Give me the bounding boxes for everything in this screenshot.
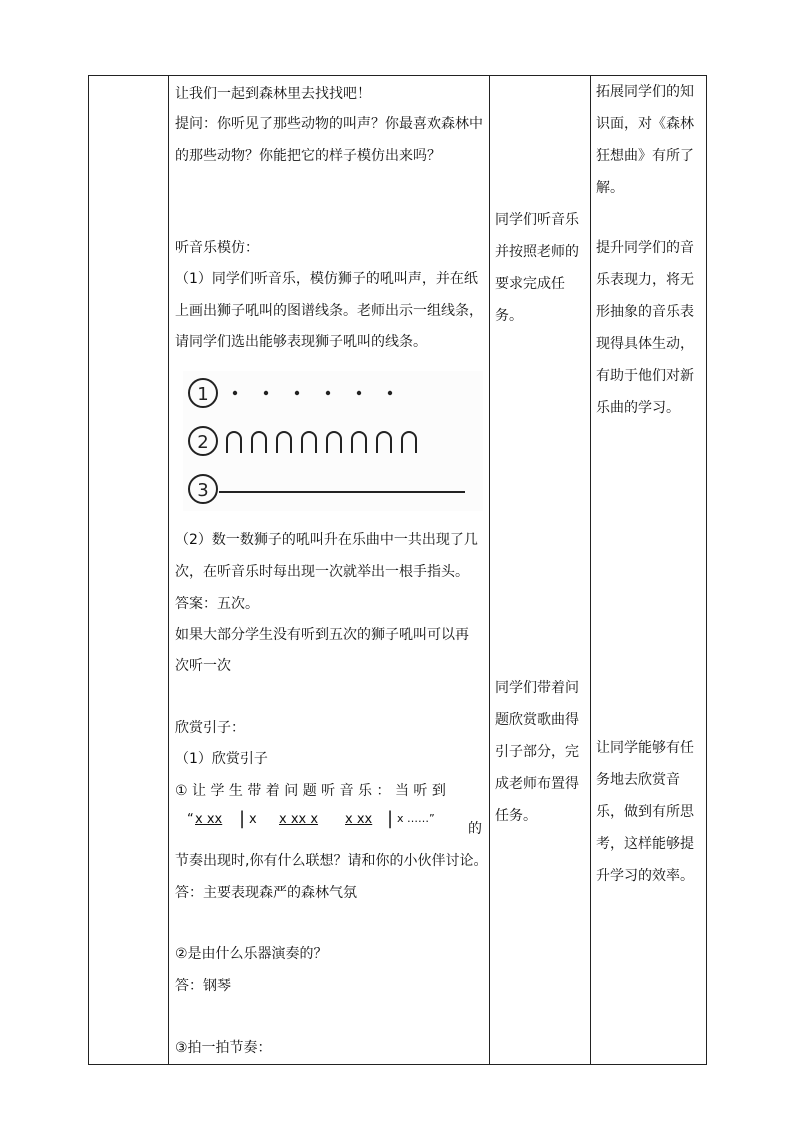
design-intent-3: 让同学能够有任务地去欣赏音乐，做到有所思考，这样能够提升学习的效率。	[596, 740, 694, 884]
lion-roar-line-options	[183, 371, 483, 511]
student-activity-column	[490, 76, 590, 1064]
dot-mark	[264, 391, 268, 395]
line-question-2: 的那些动物？你能把它的样子模仿出来吗？	[175, 148, 441, 164]
section-intro-heading: 欣赏引子：	[175, 720, 245, 736]
design-intent-1: 拓展同学们的知识面，对《森林狂想曲》有所了解。	[596, 84, 694, 196]
line-listen-question: ① 让 学 生 带 着 问 题 听 音 乐 ： 当 听 到	[175, 783, 446, 799]
student-activity-1: 同学们听音乐并按照老师的要求完成任务。	[495, 212, 579, 324]
line-association-question: 节奏出现时,你有什么联想？请和你的小伙伴讨论。	[175, 853, 488, 869]
line-task-2a: （2）数一数狮子的吼叫升在乐曲中一共出现了几	[175, 532, 478, 548]
option-2-label: 2	[197, 432, 209, 453]
rhythm-group: x xx x	[279, 812, 319, 827]
student-activity-2: 同学们带着问题欣赏歌曲得引子部分，完成老师布置得任务。	[495, 680, 579, 824]
line-intro: 让我们一起到森林里去找找吧！	[175, 86, 371, 102]
line-answer-2: 答：主要表现森严的森林气氛	[175, 885, 357, 901]
option-3-label: 3	[197, 480, 209, 501]
line-note-1: 如果大部分学生没有听到五次的狮子吼叫可以再	[175, 627, 469, 643]
line-note-2: 次听一次	[175, 658, 231, 674]
stage-column	[89, 76, 168, 1064]
rhythm-group: x	[249, 812, 257, 827]
line-clap-rhythm: ③拍一拍节奏：	[175, 1040, 272, 1056]
line-question-1: 提问：你听见了那些动物的叫声？你最喜欢森林中	[175, 116, 483, 132]
dot-mark	[233, 391, 237, 395]
dot-mark	[388, 391, 392, 395]
dot-mark	[326, 391, 330, 395]
rhythm-open-quote: “	[187, 812, 194, 827]
dot-mark	[295, 391, 299, 395]
dot-mark	[357, 391, 361, 395]
rhythm-barline: |	[387, 808, 394, 829]
line-intro-sub: （1）欣赏引子	[175, 751, 268, 767]
line-answer-3: 答：钢琴	[175, 978, 231, 994]
line-answer-1: 答案：五次。	[175, 596, 259, 612]
rhythm-tail-text: 的	[468, 821, 482, 837]
rhythm-notation	[183, 806, 483, 838]
rhythm-group: x xx	[195, 812, 223, 827]
line-task-2b: 次，在听音乐时每出现一次就举出一根手指头。	[175, 564, 469, 580]
section-imitate-heading: 听音乐模仿：	[175, 240, 259, 256]
rhythm-barline: |	[239, 808, 246, 829]
line-task-1b: 上画出狮子吼叫的图谱线条。老师出示一组线条，	[175, 303, 483, 319]
teacher-activity-column	[169, 76, 489, 1064]
rhythm-group: x ……”	[397, 812, 435, 825]
line-instrument-question: ②是由什么乐器演奏的？	[175, 946, 328, 962]
rhythm-group: x xx	[345, 812, 373, 827]
lesson-table	[88, 75, 707, 1065]
design-intent-2: 提升同学们的音乐表现力，将无形抽象的音乐表现得具体生动，有助于他们对新乐曲的学习。	[596, 240, 694, 416]
line-task-1a: （1）同学们听音乐，模仿狮子的吼叫声，并在纸	[175, 271, 478, 287]
option-1-label: 1	[197, 384, 209, 405]
design-intent-column	[591, 76, 707, 1064]
line-task-1c: 请同学们选出能够表现狮子吼叫的线条。	[175, 334, 427, 350]
